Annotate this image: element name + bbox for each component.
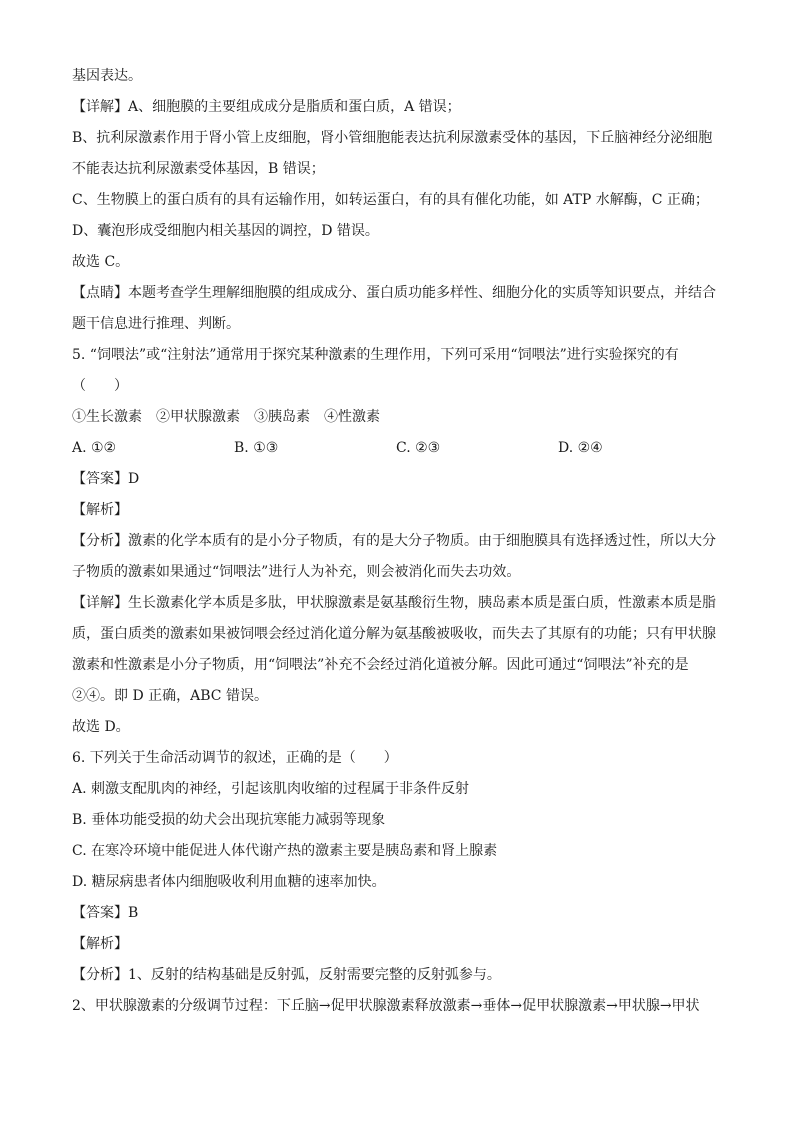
text-line: 【详解】A、细胞膜的主要组成成分是脂质和蛋白质，A 错误；	[72, 99, 461, 115]
text-line: 不能表达抗利尿激素受体基因，B 错误；	[72, 161, 325, 177]
analysis-label: 【解析】	[72, 936, 128, 952]
option-c: C. ②③	[396, 440, 441, 456]
text-line: 【详解】生长激素化学本质是多肽，甲状腺激素是氨基酸衍生物，胰岛素本质是蛋白质，性激素本质是脂	[72, 595, 716, 611]
text-line: ②④。即 D 正确，ABC 错误。	[72, 688, 268, 704]
text-line: D、囊泡形成受细胞内相关基因的调控，D 错误。	[72, 223, 379, 239]
answer-label: 【答案】D	[72, 471, 140, 487]
option-c: C. 在寒冷环境中能促进人体代谢产热的激素主要是胰岛素和肾上腺素	[72, 843, 498, 859]
text-line: C、生物膜上的蛋白质有的具有运输作用，如转运蛋白，有的具有催化功能，如 ATP 水解酶，C 正确；	[72, 192, 709, 208]
answer-label: 【答案】B	[72, 905, 139, 921]
text-line: 故选 C。	[72, 254, 130, 270]
text-line: 激素和性激素是小分子物质，用“饲喂法”补充不会经过消化道被分解。因此可通过“饲喂法”补充的是	[72, 657, 689, 673]
question-5-paren: （ ）	[72, 378, 128, 394]
option-b: B. 垂体功能受损的幼犬会出现抗寒能力减弱等现象	[72, 812, 386, 828]
option-d: D. ②④	[558, 440, 603, 456]
text-line: 【分析】1、反射的结构基础是反射弧，反射需要完整的反射弧参与。	[72, 967, 501, 983]
question-6-stem: 6. 下列关于生命活动调节的叙述，正确的是（ ）	[72, 750, 398, 766]
option-a: A. 刺激支配肌肉的神经，引起该肌肉收缩的过程属于非条件反射	[72, 781, 470, 797]
analysis-label: 【解析】	[72, 502, 128, 518]
option-a: A. ①②	[72, 440, 117, 456]
text-line: 【分析】激素的化学本质有的是小分子物质，有的是大分子物质。由于细胞膜具有选择透过性，所以大分	[72, 533, 716, 549]
question-5-options	[72, 438, 728, 458]
text-line: B、抗利尿激素作用于肾小管上皮细胞，肾小管细胞能表达抗利尿激素受体的基因，下丘脑神经分泌细胞	[72, 130, 713, 146]
text-line: 质，蛋白质类的激素如果被饲喂会经过消化道分解为氨基酸被吸收，而失去了其原有的功能；只有甲状腺	[72, 626, 716, 642]
text-line: 题干信息进行推理、判断。	[72, 316, 240, 332]
text-line: 2、甲状腺激素的分级调节过程：下丘脑→促甲状腺激素释放激素→垂体→促甲状腺激素→甲状腺→甲状	[72, 998, 700, 1014]
text-line: 故选 D。	[72, 719, 130, 735]
text-line: 基因表达。	[72, 68, 142, 84]
text-line: 【点睛】本题考查学生理解细胞膜的组成成分、蛋白质功能多样性、细胞分化的实质等知识要点，并结合	[72, 285, 716, 301]
option-b: B. ①③	[234, 440, 279, 456]
question-5-stem: 5. “饲喂法”或“注射法”通常用于探究某种激素的生理作用，下列可采用“饲喂法”进行实验探究的有	[72, 347, 679, 363]
option-d: D. 糖尿病患者体内细胞吸收利用血糖的速率加快。	[72, 874, 386, 890]
question-5-items: ①生长激素 ②甲状腺激素 ③胰岛素 ④性激素	[72, 409, 380, 425]
text-line: 子物质的激素如果通过“饲喂法”进行人为补充，则会被消化而失去功效。	[72, 564, 521, 580]
